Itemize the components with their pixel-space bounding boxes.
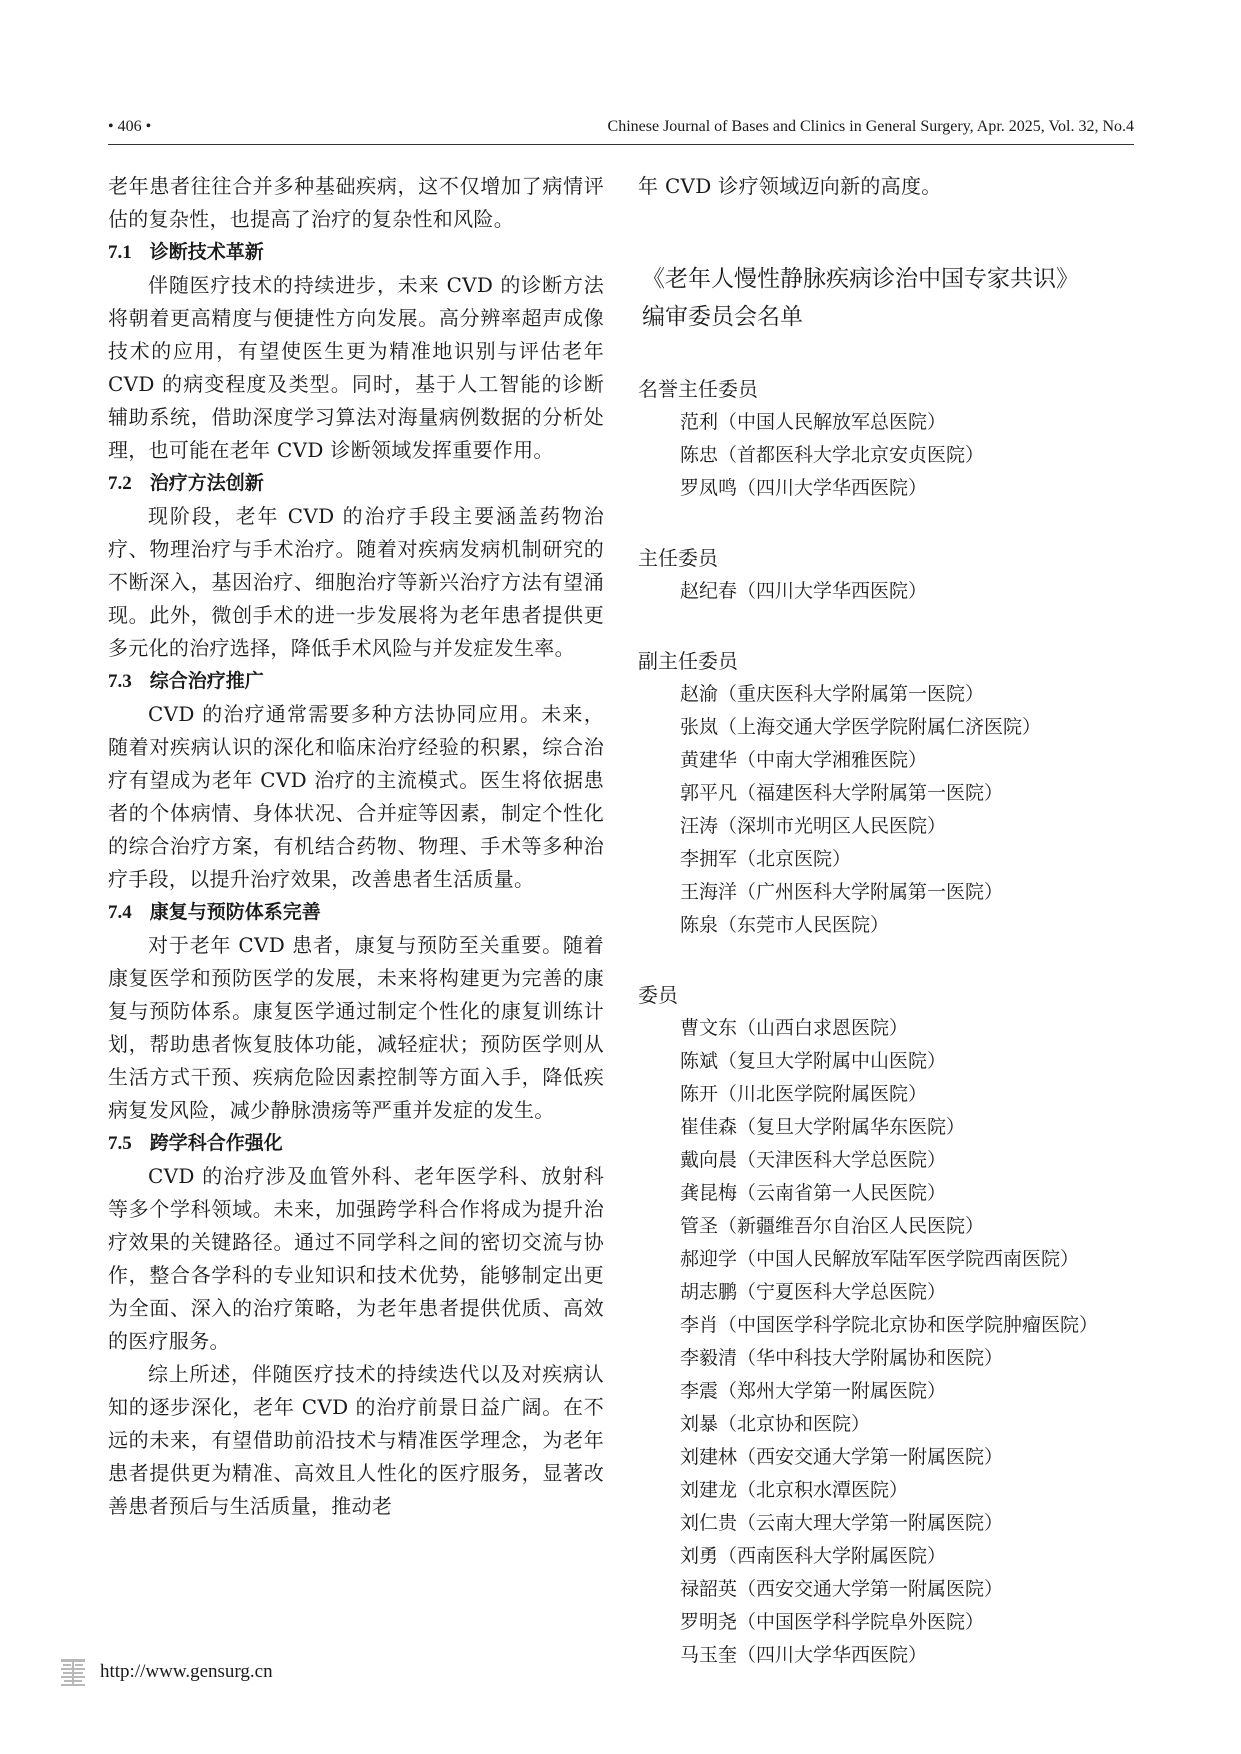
committee-member: 刘仁贵（云南大理大学第一附属医院） — [680, 1512, 1004, 1534]
right-column — [638, 170, 1138, 1672]
section-heading-7-4: 7.4 康复与预防体系完善 — [108, 901, 321, 923]
committee-group-heading: 主任委员 — [638, 546, 718, 570]
committee-member: 赵渝（重庆医科大学附属第一医院） — [680, 683, 985, 705]
section-heading-7-2: 7.2 治疗方法创新 — [108, 472, 264, 494]
committee-member: 崔佳森（复旦大学附属华东医院） — [680, 1116, 966, 1138]
continuation-paragraph: 年 CVD 诊疗领域迈向新的高度。 — [638, 174, 942, 198]
committee-member: 禄韶英（西安交通大学第一附属医院） — [680, 1578, 1004, 1600]
committee-member: 刘暴（北京协和医院） — [680, 1413, 871, 1435]
committee-member: 汪涛（深圳市光明区人民医院） — [680, 815, 947, 837]
committee-groups — [638, 373, 1138, 1672]
committee-group-heading: 委员 — [638, 983, 678, 1007]
section-body-7-4: 对于老年 CVD 患者，康复与预防至关重要。随着康复医学和预防医学的发展，未来将构建更为完善的康复与预防体系。康复医学通过制定个性化的康复训练计划，帮助患者恢复肢体功能，减轻症状；预防医学则从生活方式干预、疾病危险因素控制等方面入手，降低疾病复发风险，减少静脉溃疡等严重并发症的发生。 — [108, 933, 604, 1122]
committee-member: 李肖（中国医学科学院北京协和医学院肿瘤医院） — [680, 1314, 1099, 1336]
intro-paragraph: 老年患者往往合并多种基础疾病，这不仅增加了病情评估的复杂性，也提高了治疗的复杂性和风险。 — [108, 174, 604, 231]
committee-member: 黄建华（中南大学湘雅医院） — [680, 749, 928, 771]
committee-member: 龚昆梅（云南省第一人民医院） — [680, 1182, 947, 1204]
committee-member: 李震（郑州大学第一附属医院） — [680, 1380, 947, 1402]
committee-group-heading: 副主任委员 — [638, 649, 738, 673]
committee-member: 陈忠（首都医科大学北京安贞医院） — [680, 444, 985, 466]
footer-url[interactable]: http://www.gensurg.cn — [100, 1661, 273, 1682]
journal-citation: Chinese Journal of Bases and Clinics in General Surgery, Apr. 2025, Vol. 32, No.4 — [607, 118, 1134, 135]
left-column — [108, 170, 604, 1523]
header-rule — [108, 144, 1134, 145]
committee-member: 李毅清（华中科技大学附属协和医院） — [680, 1347, 1004, 1369]
committee-member: 郭平凡（福建医科大学附属第一医院） — [680, 782, 1004, 804]
section-body-7-1: 伴随医疗技术的持续进步，未来 CVD 的诊断方法将朝着更高精度与便捷性方向发展。高分辨率超声成像技术的应用，有望使医生更为精准地识别与评估老年 CVD 的病变程度及类型。同时，基于人工智能的诊断辅助系统，借助深度学习算法对海量病例数据的分析处理，也可能在老年 CVD 诊断领域发挥重要作用。 — [108, 273, 604, 462]
committee-member: 刘建龙（北京积水潭医院） — [680, 1479, 909, 1501]
committee-group — [638, 373, 1138, 505]
committee-member: 罗凤鸣（四川大学华西医院） — [680, 477, 928, 499]
page-number: • 406 • — [108, 118, 152, 135]
committee-member: 郝迎学（中国人民解放军陆军医学院西南医院） — [680, 1248, 1080, 1270]
section-body-7-2: 现阶段，老年 CVD 的治疗手段主要涵盖药物治疗、物理治疗与手术治疗。随着对疾病发病机制研究的不断深入，基因治疗、细胞治疗等新兴治疗方法有望涌现。此外，微创手术的进一步发展将为老年患者提供更多元化的治疗选择，降低手术风险与并发症发生率。 — [108, 504, 604, 660]
committee-member: 管圣（新疆维吾尔自治区人民医院） — [680, 1215, 985, 1237]
committee-member: 张岚（上海交通大学医学院附属仁济医院） — [680, 716, 1042, 738]
running-header — [108, 118, 1134, 144]
committee-title-line-1: 《老年人慢性静脉疾病诊治中国专家共识》 — [642, 266, 1079, 292]
committee-group — [638, 645, 1138, 942]
committee-member: 马玉奎（四川大学华西医院） — [680, 1644, 928, 1666]
committee-member: 王海洋（广州医科大学附属第一医院） — [680, 881, 1004, 903]
committee-member: 陈开（川北医学院附属医院） — [680, 1083, 928, 1105]
committee-member: 陈泉（东莞市人民医院） — [680, 914, 890, 936]
committee-member: 范利（中国人民解放军总医院） — [680, 411, 947, 433]
conclusion-paragraph: 综上所述，伴随医疗技术的持续迭代以及对疾病认知的逐步深化，老年 CVD 的治疗前景日益广阔。在不远的未来，有望借助前沿技术与精准医学理念，为老年患者提供更为精准、高效且人性化的医疗服务，显著改善患者预后与生活质量，推动老 — [108, 1362, 604, 1518]
committee-member: 赵纪春（四川大学华西医院） — [680, 580, 928, 602]
section-body-7-3: CVD 的治疗通常需要多种方法协同应用。未来，随着对疾病认识的深化和临床治疗经验的积累，综合治疗有望成为老年 CVD 治疗的主流模式。医生将依据患者的个体病情、身体状况、合并症等因素，制定个性化的综合治疗方案，有机结合药物、物理、手术等多种治疗手段，以提升治疗效果，改善患者生活质量。 — [108, 702, 604, 891]
section-body-7-5: CVD 的治疗涉及血管外科、老年医学科、放射科等多个学科领域。未来，加强跨学科合作将成为提升治疗效果的关键路径。通过不同学科之间的密切交流与协作，整合各学科的专业知识和技术优势，能够制定出更为全面、深入的治疗策略，为老年患者提供优质、高效的医疗服务。 — [108, 1164, 604, 1353]
committee-list-title — [642, 260, 1138, 336]
committee-member: 陈斌（复旦大学附属中山医院） — [680, 1050, 947, 1072]
committee-member: 曹文东（山西白求恩医院） — [680, 1017, 909, 1039]
committee-member: 胡志鹏（宁夏医科大学总医院） — [680, 1281, 947, 1303]
journal-logo-icon — [60, 1657, 86, 1687]
section-heading-7-1: 7.1 诊断技术革新 — [108, 241, 264, 263]
committee-member: 罗明尧（中国医学科学院阜外医院） — [680, 1611, 985, 1633]
section-heading-7-5: 7.5 跨学科合作强化 — [108, 1132, 283, 1154]
committee-member: 刘建林（西安交通大学第一附属医院） — [680, 1446, 1004, 1468]
committee-member: 李拥军（北京医院） — [680, 848, 852, 870]
committee-title-line-2: 编审委员会名单 — [642, 304, 803, 330]
committee-member: 刘勇（西南医科大学附属医院） — [680, 1545, 947, 1567]
committee-group-heading: 名誉主任委员 — [638, 377, 758, 401]
section-heading-7-3: 7.3 综合治疗推广 — [108, 670, 264, 692]
committee-group — [638, 542, 1138, 608]
committee-member: 戴向晨（天津医科大学总医院） — [680, 1149, 947, 1171]
committee-group — [638, 979, 1138, 1672]
